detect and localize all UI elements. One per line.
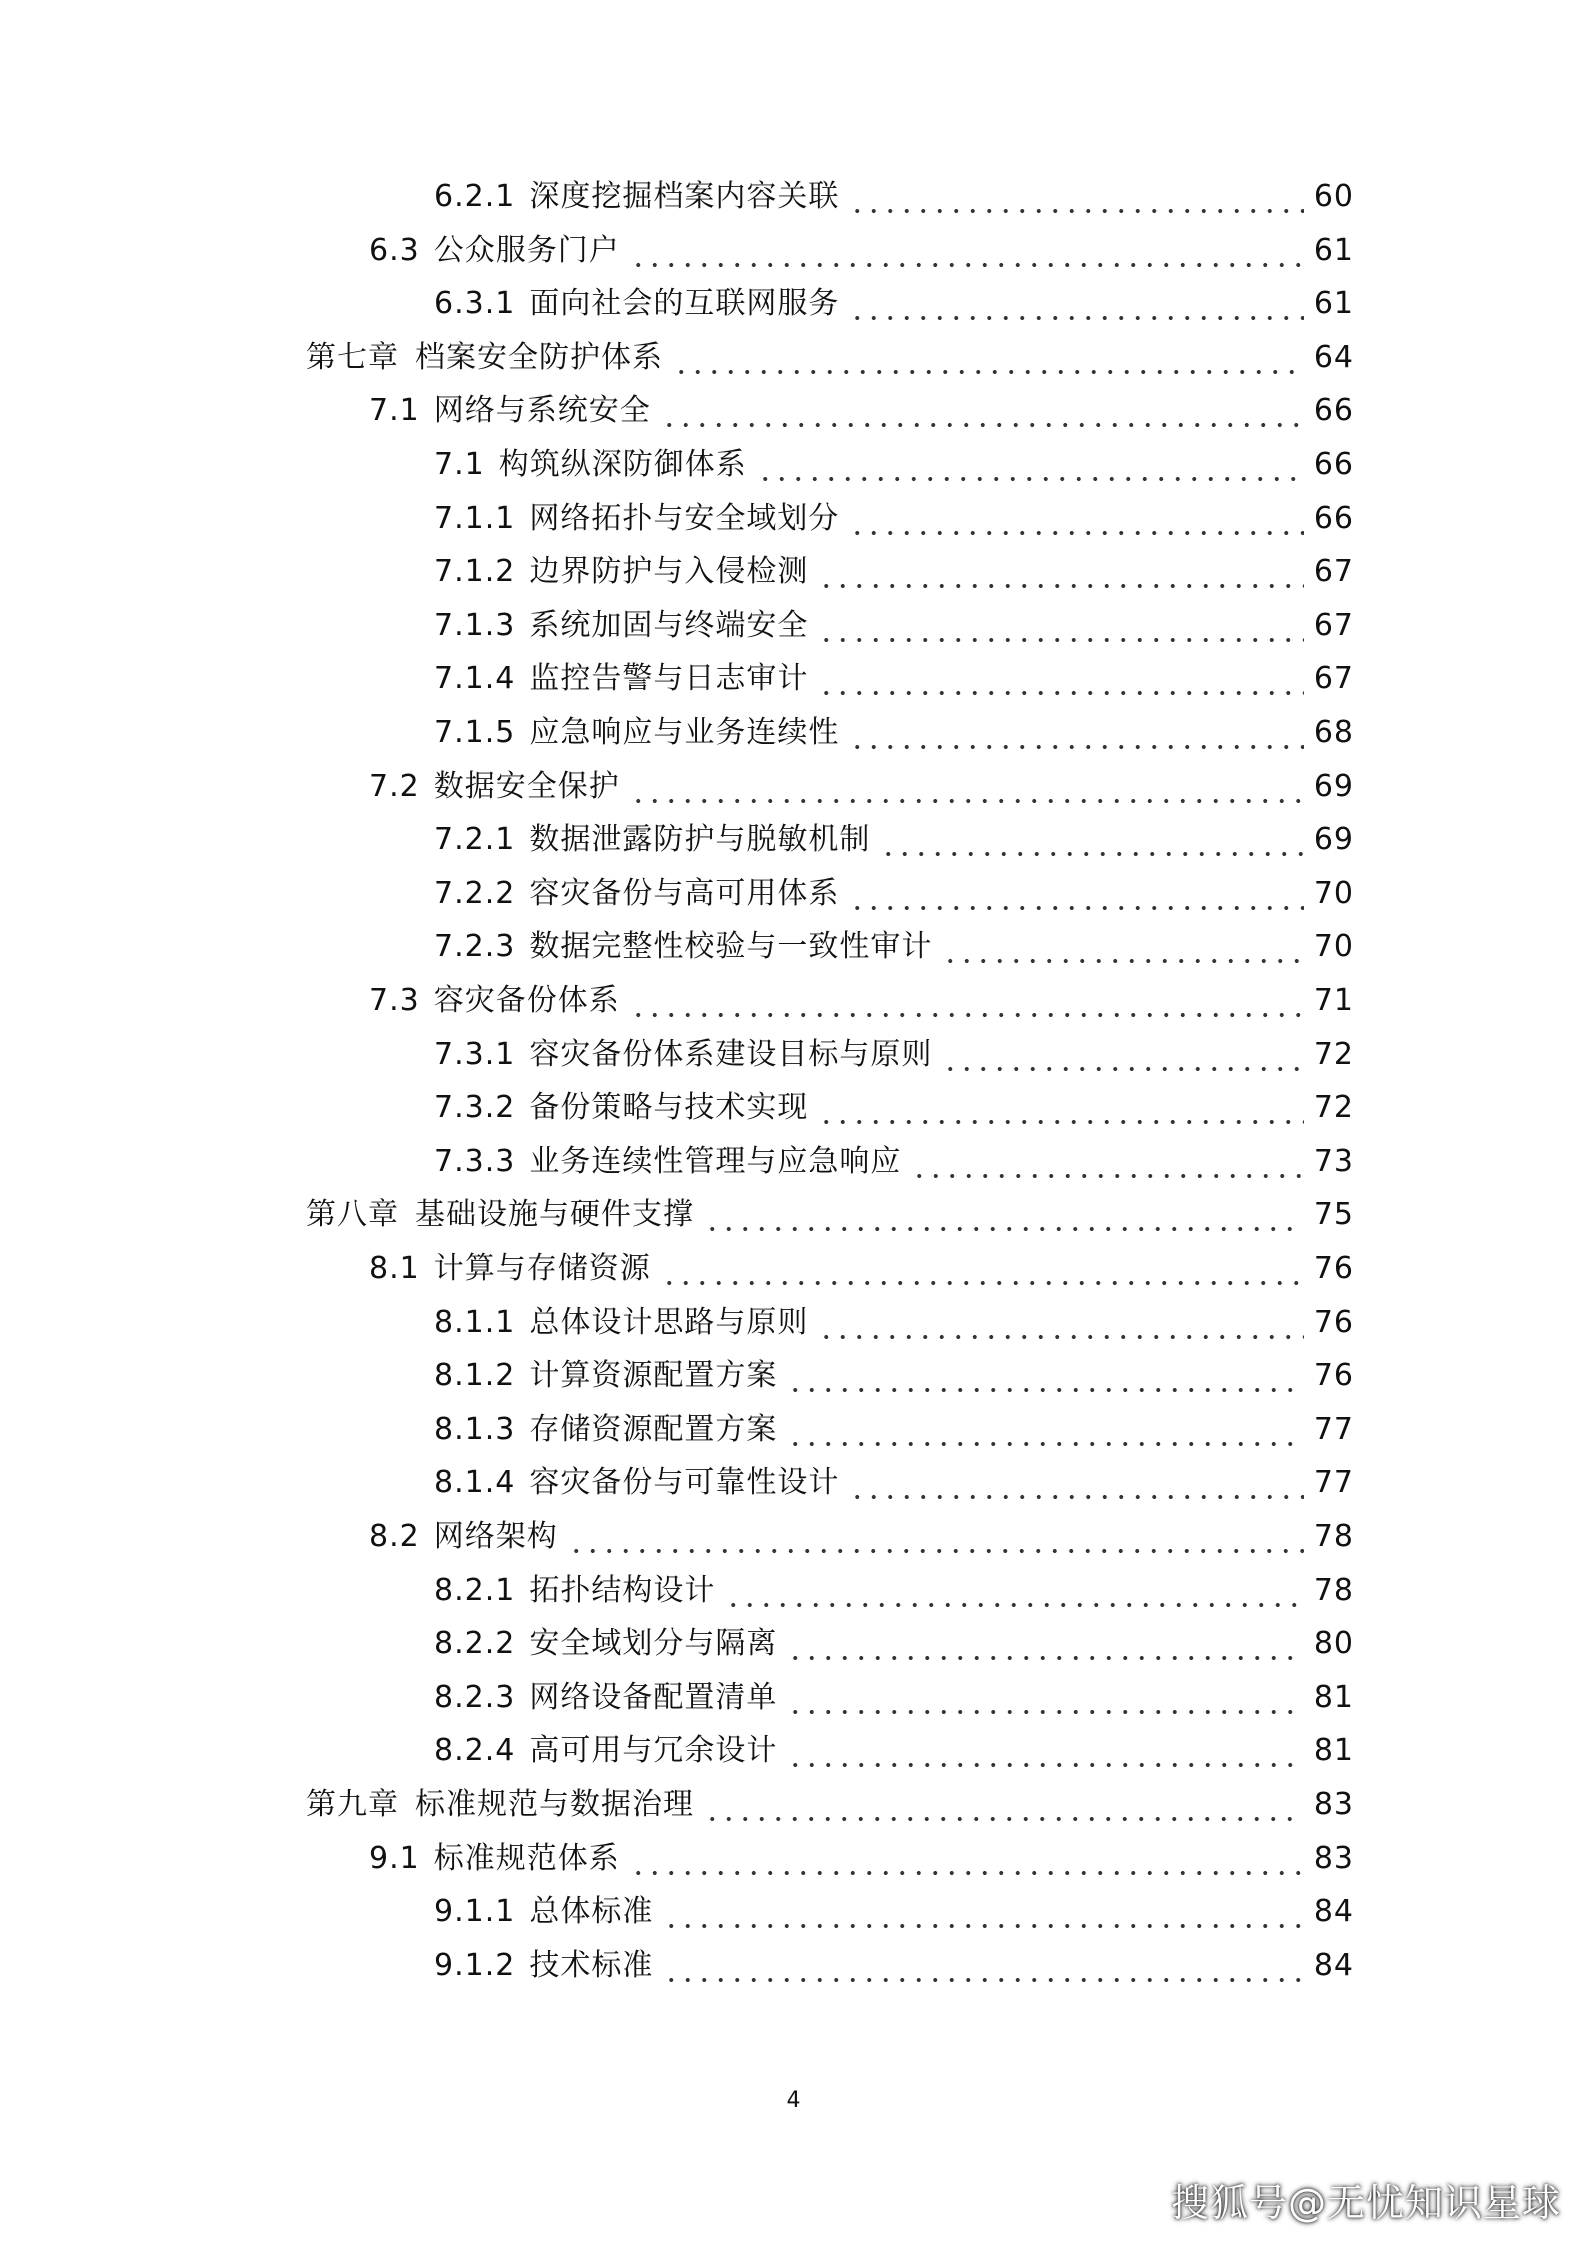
toc-entry-number: 6.3 bbox=[369, 232, 420, 268]
toc-dot-leader bbox=[704, 1188, 1304, 1242]
toc-entry-page: 66 bbox=[1313, 393, 1354, 429]
toc-entry-page: 84 bbox=[1313, 1894, 1354, 1930]
toc-entry-number: 8.2.3 bbox=[434, 1679, 516, 1715]
toc-entry-number: 7.2 bbox=[369, 768, 420, 804]
toc-entry-page: 68 bbox=[1313, 715, 1354, 750]
watermark: 搜狐号@无忧知识星球 bbox=[1170, 2181, 1561, 2225]
toc-entry[interactable] bbox=[434, 706, 1354, 760]
toc-dot-leader bbox=[663, 1939, 1303, 1993]
toc-entry-page: 71 bbox=[1313, 983, 1354, 1018]
toc-entry-title: 容灾备份与可靠性设计 bbox=[529, 1465, 840, 1501]
toc-entry[interactable] bbox=[434, 599, 1354, 653]
toc-entry[interactable] bbox=[369, 384, 1354, 438]
toc-entry-title: 备份策略与技术实现 bbox=[529, 1090, 809, 1126]
toc-dot-leader bbox=[818, 652, 1303, 706]
toc-entry-title: 数据安全保护 bbox=[433, 768, 620, 804]
toc-entry-number: 7.2.3 bbox=[434, 929, 516, 965]
toc-entry[interactable] bbox=[434, 1617, 1354, 1671]
toc-entry-title: 容灾备份体系 bbox=[433, 983, 620, 1018]
toc-entry[interactable] bbox=[434, 545, 1354, 599]
toc-entry-title: 数据泄露防护与脱敏机制 bbox=[529, 822, 871, 858]
toc-entry[interactable] bbox=[369, 224, 1354, 278]
toc-entry[interactable] bbox=[434, 1296, 1354, 1350]
toc-dot-leader bbox=[704, 1778, 1304, 1832]
toc-entry[interactable] bbox=[369, 1510, 1354, 1564]
toc-entry[interactable] bbox=[434, 652, 1354, 706]
toc-entry[interactable] bbox=[434, 1403, 1354, 1457]
toc-entry-page: 66 bbox=[1313, 447, 1354, 482]
toc-entry[interactable] bbox=[306, 1778, 1354, 1832]
toc-entry-page: 69 bbox=[1313, 768, 1354, 804]
toc-dot-leader bbox=[568, 1510, 1304, 1564]
toc-entry-title: 网络拓扑与安全域划分 bbox=[529, 500, 840, 536]
toc-entry-title: 网络与系统安全 bbox=[433, 393, 651, 429]
toc-dot-leader bbox=[757, 438, 1304, 492]
toc-dot-leader bbox=[849, 170, 1303, 224]
toc-dot-leader bbox=[911, 1135, 1303, 1189]
toc-entry-number: 7.1.4 bbox=[434, 661, 516, 697]
toc-entry[interactable] bbox=[369, 760, 1354, 814]
toc-entry-title: 基础设施与硬件支撑 bbox=[415, 1197, 694, 1233]
toc-entry-number: 8.2.2 bbox=[434, 1626, 516, 1662]
toc-dot-leader bbox=[673, 331, 1304, 385]
toc-entry-number: 8.1.3 bbox=[434, 1411, 516, 1447]
toc-entry[interactable] bbox=[434, 920, 1354, 974]
toc-entry-page: 67 bbox=[1313, 554, 1354, 590]
toc-entry-page: 67 bbox=[1313, 661, 1354, 697]
toc-entry-page: 66 bbox=[1313, 500, 1354, 536]
toc-entry-page: 84 bbox=[1313, 1947, 1354, 1983]
toc-dot-leader bbox=[942, 920, 1303, 974]
toc-entry[interactable] bbox=[306, 331, 1354, 385]
toc-entry-page: 81 bbox=[1313, 1733, 1354, 1769]
toc-dot-leader bbox=[818, 1081, 1303, 1135]
toc-entry-title: 容灾备份与高可用体系 bbox=[529, 875, 840, 911]
toc-entry[interactable] bbox=[369, 974, 1354, 1028]
toc-entry-page: 61 bbox=[1313, 232, 1354, 268]
toc-dot-leader bbox=[849, 867, 1303, 921]
toc-entry-page: 60 bbox=[1313, 179, 1354, 214]
toc-entry-title: 网络设备配置清单 bbox=[529, 1679, 778, 1715]
toc-entry[interactable] bbox=[434, 277, 1354, 331]
toc-entry-number: 7.1 bbox=[434, 447, 485, 482]
toc-entry-page: 69 bbox=[1313, 822, 1354, 858]
toc-entry-page: 70 bbox=[1313, 875, 1354, 911]
toc-entry-title: 网络架构 bbox=[433, 1519, 558, 1554]
toc-dot-leader bbox=[630, 974, 1304, 1028]
toc-entry-number: 7.1.3 bbox=[434, 607, 516, 643]
toc-entry[interactable] bbox=[434, 1564, 1354, 1618]
toc-entry-title: 计算与存储资源 bbox=[433, 1251, 651, 1286]
toc-entry-page: 67 bbox=[1313, 607, 1354, 643]
toc-dot-leader bbox=[849, 1456, 1303, 1510]
toc-entry[interactable] bbox=[306, 1188, 1354, 1242]
toc-dot-leader bbox=[849, 492, 1303, 546]
toc-entry-page: 81 bbox=[1313, 1679, 1354, 1715]
toc-entry-title: 应急响应与业务连续性 bbox=[529, 715, 840, 750]
toc-entry-number: 7.1.2 bbox=[434, 554, 516, 590]
toc-entry-title: 标准规范体系 bbox=[433, 1840, 620, 1876]
toc-entry-number: 8.1 bbox=[369, 1251, 420, 1286]
toc-entry-page: 75 bbox=[1313, 1197, 1354, 1233]
toc-entry-title: 容灾备份体系建设目标与原则 bbox=[529, 1036, 933, 1072]
toc-entry[interactable] bbox=[434, 170, 1354, 224]
toc-entry-number: 9.1.1 bbox=[434, 1894, 516, 1930]
toc-entry-title: 存储资源配置方案 bbox=[529, 1411, 778, 1447]
toc-entry-number: 7.1.5 bbox=[434, 715, 516, 750]
toc-entry-number: 7.1 bbox=[369, 393, 420, 429]
toc-entry-page: 73 bbox=[1313, 1143, 1354, 1179]
toc-entry-page: 78 bbox=[1313, 1572, 1354, 1608]
toc-dot-leader bbox=[630, 224, 1304, 278]
toc-dot-leader bbox=[787, 1617, 1303, 1671]
toc-dot-leader bbox=[818, 1296, 1303, 1350]
toc-entry-page: 83 bbox=[1313, 1840, 1354, 1876]
toc-entry[interactable] bbox=[434, 1135, 1354, 1189]
toc-entry-page: 80 bbox=[1313, 1626, 1354, 1662]
toc-entry[interactable] bbox=[434, 1349, 1354, 1403]
toc-entry-page: 61 bbox=[1313, 286, 1354, 322]
toc-entry-title: 总体标准 bbox=[529, 1894, 654, 1930]
toc-entry-number: 8.2.4 bbox=[434, 1733, 516, 1769]
toc-entry-page: 77 bbox=[1313, 1465, 1354, 1501]
toc-entry[interactable] bbox=[369, 1832, 1354, 1886]
toc-dot-leader bbox=[880, 813, 1303, 867]
toc-entry-number: 7.3 bbox=[369, 983, 420, 1018]
toc-entry-number: 8.2 bbox=[369, 1519, 420, 1554]
toc-entry[interactable] bbox=[434, 1885, 1354, 1939]
toc-dot-leader bbox=[787, 1349, 1303, 1403]
toc-entry-number: 7.3.3 bbox=[434, 1143, 516, 1179]
toc-dot-leader bbox=[787, 1403, 1303, 1457]
toc-entry-page: 72 bbox=[1313, 1090, 1354, 1126]
toc-entry-number: 8.2.1 bbox=[434, 1572, 516, 1608]
toc-entry-number: 第九章 bbox=[306, 1787, 399, 1822]
toc-entry-title: 业务连续性管理与应急响应 bbox=[529, 1143, 902, 1179]
toc-entry[interactable] bbox=[434, 1081, 1354, 1135]
toc-entry[interactable] bbox=[434, 867, 1354, 921]
toc-entry[interactable] bbox=[434, 1724, 1354, 1778]
toc-entry-title: 拓扑结构设计 bbox=[529, 1572, 716, 1608]
toc-dot-leader bbox=[663, 1885, 1303, 1939]
toc-entry-page: 77 bbox=[1313, 1411, 1354, 1447]
toc-entry[interactable] bbox=[369, 1242, 1354, 1296]
toc-entry[interactable] bbox=[434, 1028, 1354, 1082]
toc-entry-title: 总体设计思路与原则 bbox=[529, 1304, 809, 1340]
toc-entry-title: 深度挖掘档案内容关联 bbox=[529, 179, 840, 214]
toc-entry-number: 6.2.1 bbox=[434, 179, 516, 214]
toc-entry-title: 标准规范与数据治理 bbox=[415, 1787, 694, 1822]
toc-entry-number: 6.3.1 bbox=[434, 286, 516, 322]
toc-entry[interactable] bbox=[434, 1671, 1354, 1725]
toc-dot-leader bbox=[942, 1028, 1303, 1082]
toc-entry[interactable] bbox=[434, 492, 1354, 546]
toc-dot-leader bbox=[787, 1724, 1303, 1778]
toc-entry-title: 公众服务门户 bbox=[433, 232, 620, 268]
toc-entry-page: 78 bbox=[1313, 1519, 1354, 1554]
toc-entry-title: 数据完整性校验与一致性审计 bbox=[529, 929, 933, 965]
toc-entry-title: 技术标准 bbox=[529, 1947, 654, 1983]
toc-entry-title: 高可用与冗余设计 bbox=[529, 1733, 778, 1769]
toc-entry[interactable] bbox=[434, 1939, 1354, 1993]
toc-entry-title: 构筑纵深防御体系 bbox=[498, 447, 747, 482]
toc-entry-page: 76 bbox=[1313, 1304, 1354, 1340]
toc-entry-number: 7.3.1 bbox=[434, 1036, 516, 1072]
toc-entry-number: 8.1.2 bbox=[434, 1358, 516, 1394]
toc-entry[interactable] bbox=[434, 813, 1354, 867]
toc-dot-leader bbox=[818, 545, 1303, 599]
toc-entry-number: 7.3.2 bbox=[434, 1090, 516, 1126]
toc-dot-leader bbox=[787, 1671, 1303, 1725]
toc-entry-page: 83 bbox=[1313, 1787, 1354, 1822]
toc-entry-title: 档案安全防护体系 bbox=[415, 339, 663, 375]
toc-entry-number: 7.1.1 bbox=[434, 500, 516, 536]
toc-dot-leader bbox=[849, 277, 1303, 331]
toc-entry-number: 第七章 bbox=[306, 339, 399, 375]
toc-entry-title: 边界防护与入侵检测 bbox=[529, 554, 809, 590]
toc-entry-page: 70 bbox=[1313, 929, 1354, 965]
toc-dot-leader bbox=[661, 384, 1304, 438]
toc-dot-leader bbox=[630, 1832, 1304, 1886]
toc-entry-page: 76 bbox=[1313, 1358, 1354, 1394]
toc-entry-title: 系统加固与终端安全 bbox=[529, 607, 809, 643]
toc-entry-number: 8.1.4 bbox=[434, 1465, 516, 1501]
toc-dot-leader bbox=[725, 1564, 1303, 1618]
toc-entry-title: 安全域划分与隔离 bbox=[529, 1626, 778, 1662]
toc-dot-leader bbox=[818, 599, 1303, 653]
toc-entry[interactable] bbox=[434, 438, 1354, 492]
toc-dot-leader bbox=[630, 760, 1304, 814]
toc-entry-number: 第八章 bbox=[306, 1197, 399, 1233]
toc-entry-number: 7.2.1 bbox=[434, 822, 516, 858]
toc-entry-number: 7.2.2 bbox=[434, 875, 516, 911]
toc-entry-page: 76 bbox=[1313, 1251, 1354, 1286]
toc-entry-page: 72 bbox=[1313, 1036, 1354, 1072]
toc-dot-leader bbox=[849, 706, 1303, 760]
toc-entry-title: 面向社会的互联网服务 bbox=[529, 286, 840, 322]
toc-entry-page: 64 bbox=[1313, 339, 1354, 375]
toc-entry-title: 监控告警与日志审计 bbox=[529, 661, 809, 697]
toc-dot-leader bbox=[661, 1242, 1304, 1296]
toc-entry-number: 8.1.1 bbox=[434, 1304, 516, 1340]
toc-entry-number: 9.1 bbox=[369, 1840, 420, 1876]
toc-entry[interactable] bbox=[434, 1456, 1354, 1510]
page-number: 4 bbox=[786, 2088, 801, 2113]
toc-entry-number: 9.1.2 bbox=[434, 1947, 516, 1983]
toc-entry-title: 计算资源配置方案 bbox=[529, 1358, 778, 1394]
